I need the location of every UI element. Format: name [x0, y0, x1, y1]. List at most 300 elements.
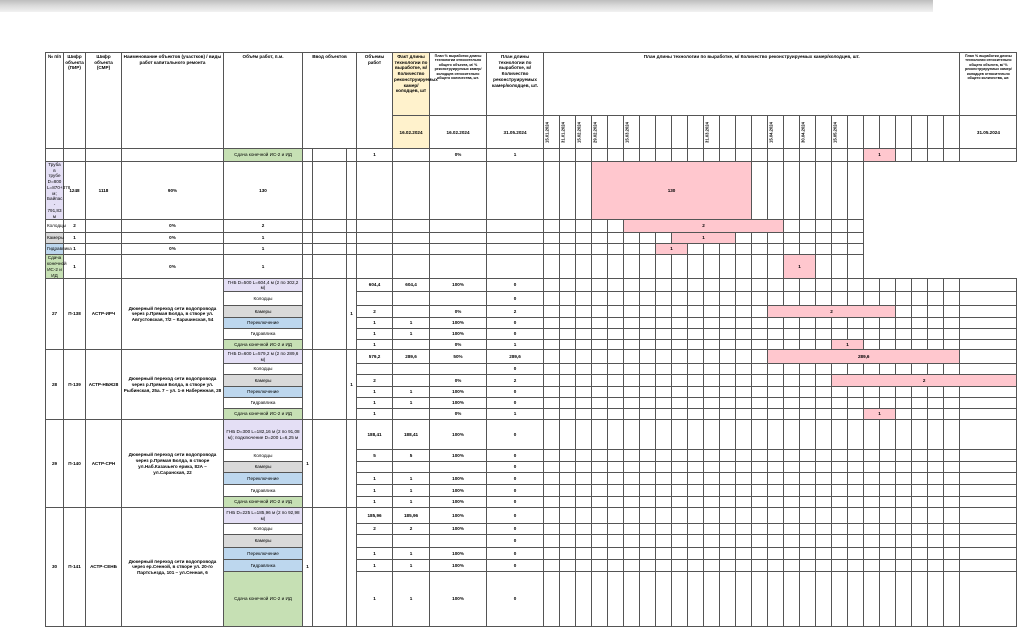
timeline-cell — [688, 572, 704, 627]
timeline-cell — [624, 233, 640, 244]
timeline-mark: 1 — [656, 244, 688, 255]
timeline-date-cell — [944, 116, 960, 149]
timeline-cell — [672, 497, 688, 508]
timeline-cell — [784, 375, 800, 387]
timeline-cell — [736, 149, 752, 162]
percent-cell: 100% — [430, 473, 487, 485]
table-row — [46, 420, 1017, 450]
percent-cell: 100% — [430, 497, 487, 508]
timeline-cell — [624, 409, 640, 420]
timeline-cell — [608, 292, 624, 306]
timeline-cell — [624, 560, 640, 572]
timeline-cell — [544, 375, 560, 387]
timeline-cell — [896, 340, 912, 350]
timeline-cell — [864, 329, 880, 340]
window-top-bar — [0, 0, 933, 12]
timeline-cell — [832, 387, 848, 398]
timeline-date-label: 15.05.2024 — [832, 121, 838, 143]
timeline-cell — [656, 364, 672, 375]
timeline-cell — [656, 450, 672, 462]
timeline-cell — [672, 524, 688, 535]
timeline-cell — [736, 306, 752, 318]
percent-cell: 50% — [430, 350, 487, 364]
plan-cell: 2 — [487, 375, 544, 387]
timeline-cell — [784, 420, 800, 450]
timeline-cell — [347, 220, 357, 233]
timeline-cell — [928, 462, 944, 473]
timeline-cell — [560, 409, 576, 420]
timeline-cell — [816, 244, 832, 255]
header-plan-date: 31.05.2024 — [487, 116, 544, 149]
timeline-date-cell — [800, 116, 816, 149]
timeline-cell — [393, 244, 430, 255]
timeline-cell — [880, 485, 896, 497]
fact-cell: 1 — [393, 572, 430, 627]
timeline-cell — [720, 364, 736, 375]
timeline-cell — [832, 318, 848, 329]
timeline-cell — [704, 572, 720, 627]
fact-cell — [86, 233, 122, 244]
timeline-cell — [560, 162, 576, 220]
timeline-cell — [704, 279, 720, 292]
timeline-cell — [720, 244, 736, 255]
timeline-cell — [544, 329, 560, 340]
timeline-cell — [303, 255, 313, 279]
timeline-cell — [768, 387, 784, 398]
timeline-cell — [880, 462, 896, 473]
plan-cell: 0 — [487, 473, 544, 485]
percent-cell: 0% — [122, 220, 224, 233]
timeline-cell — [672, 462, 688, 473]
timeline-cell — [688, 375, 704, 387]
timeline-cell — [768, 450, 784, 462]
percent-cell: 0% — [430, 409, 487, 420]
timeline-cell — [688, 387, 704, 398]
timeline-cell — [848, 535, 864, 548]
timeline-cell — [544, 340, 560, 350]
timeline-cell — [624, 572, 640, 627]
timeline-cell — [912, 462, 928, 473]
timeline-cell — [880, 420, 896, 450]
timeline-date-cell — [544, 116, 560, 149]
timeline-cell — [768, 572, 784, 627]
timeline-cell — [688, 149, 704, 162]
timeline-cell — [848, 485, 864, 497]
plan-pct2-cell — [960, 340, 1017, 350]
percent-cell: 0% — [430, 340, 487, 350]
input-cell — [303, 149, 313, 162]
timeline-cell — [720, 409, 736, 420]
work-item-label: ГНБ D=500 L=604,4 м (2 по 302,2 м) — [224, 279, 303, 292]
timeline-cell — [430, 220, 487, 233]
timeline-cell — [832, 508, 848, 524]
volume-cell: 1 — [64, 255, 86, 279]
fact-cell: 2 — [393, 524, 430, 535]
timeline-cell — [544, 420, 560, 450]
timeline-cell — [944, 462, 960, 473]
timeline-cell — [624, 375, 640, 387]
timeline-cell — [704, 548, 720, 560]
percent-cell: 0% — [430, 375, 487, 387]
work-item-label: Камеры — [46, 233, 64, 244]
timeline-cell — [640, 485, 656, 497]
object-name: Дюкерный переход сети водопровода через ер.Сенной, в створе ул. 20-го Партсъезда, 101 – ул.Сенная, 6 — [122, 508, 224, 627]
timeline-cell — [576, 306, 592, 318]
timeline-cell — [592, 244, 608, 255]
work-item-label: Камеры — [224, 462, 303, 473]
plan-cell: 1 — [224, 244, 303, 255]
timeline-cell — [688, 318, 704, 329]
timeline-cell — [576, 450, 592, 462]
timeline-cell — [752, 149, 768, 162]
timeline-cell — [672, 306, 688, 318]
timeline-cell — [576, 162, 592, 220]
timeline-cell — [736, 535, 752, 548]
header-num: № п/п — [46, 53, 64, 149]
timeline-cell — [912, 473, 928, 485]
timeline-cell — [768, 162, 784, 220]
timeline-cell — [944, 318, 960, 329]
timeline-cell — [672, 340, 688, 350]
empty-cell — [46, 149, 64, 162]
work-item-label: Переключение — [224, 473, 303, 485]
timeline-cell — [592, 350, 608, 364]
volume-cell: 1 — [357, 473, 393, 485]
timeline-cell — [752, 162, 768, 220]
fact-cell: 5 — [393, 450, 430, 462]
timeline-cell — [560, 244, 576, 255]
timeline-cell — [832, 572, 848, 627]
timeline-date-cell — [624, 116, 640, 149]
timeline-cell — [752, 329, 768, 340]
object-code-pir: П-138 — [64, 279, 86, 350]
timeline-cell — [752, 233, 768, 244]
timeline-date-label: 15.02.2024 — [576, 121, 582, 143]
timeline-date-cell — [592, 116, 608, 149]
timeline-cell — [560, 560, 576, 572]
header-scope: Объём работ, п.м. — [224, 53, 303, 149]
volume-cell: 2 — [64, 220, 86, 233]
timeline-cell — [816, 535, 832, 548]
timeline-cell — [640, 149, 656, 162]
timeline-cell — [544, 350, 560, 364]
timeline-cell — [736, 548, 752, 560]
timeline-date-cell — [656, 116, 672, 149]
plan-pct2-cell — [848, 233, 864, 244]
timeline-cell — [688, 535, 704, 548]
timeline-cell — [736, 473, 752, 485]
timeline-cell — [720, 387, 736, 398]
timeline-cell — [313, 220, 347, 233]
timeline-cell — [672, 535, 688, 548]
timeline-cell — [720, 508, 736, 524]
timeline-cell — [640, 572, 656, 627]
timeline-cell — [944, 524, 960, 535]
timeline-cell — [704, 364, 720, 375]
timeline-cell — [704, 409, 720, 420]
timeline-cell — [944, 149, 960, 162]
timeline-cell — [832, 292, 848, 306]
timeline-cell — [624, 255, 640, 279]
timeline-cell — [672, 279, 688, 292]
table-row — [46, 233, 1017, 244]
percent-cell: 100% — [430, 560, 487, 572]
fact-cell — [393, 149, 430, 162]
timeline-cell — [608, 508, 624, 524]
timeline-cell — [347, 233, 357, 244]
timeline-cell — [848, 420, 864, 450]
timeline-cell — [896, 420, 912, 450]
percent-cell — [430, 292, 487, 306]
timeline-cell — [928, 473, 944, 485]
timeline-cell — [576, 329, 592, 340]
plan-cell: 0 — [487, 485, 544, 497]
timeline-date-cell — [688, 116, 704, 149]
volume-cell — [357, 462, 393, 473]
timeline-cell — [848, 364, 864, 375]
timeline-cell — [576, 255, 592, 279]
timeline-cell — [736, 364, 752, 375]
timeline-cell — [736, 233, 752, 244]
timeline-cell — [592, 292, 608, 306]
timeline-cell — [832, 409, 848, 420]
timeline-cell — [800, 375, 816, 387]
timeline-date-label: 31.03.2024 — [704, 121, 710, 143]
timeline-cell — [736, 497, 752, 508]
timeline-cell — [880, 387, 896, 398]
fact-cell — [393, 462, 430, 473]
timeline-cell — [848, 329, 864, 340]
timeline-cell — [912, 149, 928, 162]
timeline-cell — [912, 524, 928, 535]
timeline-cell — [736, 244, 752, 255]
plan-pct2-cell — [960, 485, 1017, 497]
header-code-smr: Шифр объекта (СМР) — [86, 53, 122, 149]
timeline-cell — [704, 497, 720, 508]
timeline-cell — [640, 473, 656, 485]
timeline-cell — [816, 220, 832, 233]
fact-cell: 1 — [393, 497, 430, 508]
timeline-cell — [832, 162, 848, 220]
timeline-cell — [624, 508, 640, 524]
timeline-mark: 2 — [624, 220, 784, 233]
fact-cell — [86, 244, 122, 255]
plan-pct2-cell — [960, 318, 1017, 329]
timeline-cell — [816, 560, 832, 572]
work-item-label: Труба в трубе D=800 L=870+378 м; Байпас - 791,83 м — [47, 162, 71, 219]
empty-cell — [64, 149, 86, 162]
timeline-cell — [640, 340, 656, 350]
plan-cell: 0 — [487, 535, 544, 548]
timeline-cell — [592, 560, 608, 572]
work-item-label: Гидравлика — [224, 398, 303, 409]
timeline-cell — [640, 279, 656, 292]
timeline-cell — [560, 149, 576, 162]
volume-cell: 604,4 — [357, 279, 393, 292]
timeline-cell — [752, 508, 768, 524]
timeline-cell — [896, 572, 912, 627]
timeline-cell — [487, 244, 544, 255]
timeline-cell — [608, 524, 624, 535]
timeline-cell — [608, 350, 624, 364]
timeline-cell — [640, 508, 656, 524]
timeline-cell — [656, 420, 672, 450]
timeline-cell — [303, 162, 313, 220]
plan-cell: 0 — [487, 508, 544, 524]
work-item-label: ГНБ D=225 L=185,96 м (2 по 92,98 м) — [224, 508, 303, 524]
percent-cell: 90% — [122, 162, 224, 220]
plan-pct2-cell — [960, 524, 1017, 535]
timeline-cell — [720, 572, 736, 627]
timeline-cell — [487, 233, 544, 244]
header-plan-pct: План % выработки длины технологии относительно общего объекта, м/ % реконструируемых камер/колодцев относительно общего количества, шт. — [430, 53, 487, 116]
timeline-cell — [928, 149, 944, 162]
timeline-cell — [672, 485, 688, 497]
percent-cell: 100% — [430, 318, 487, 329]
volume-cell — [357, 292, 393, 306]
fact-cell: 188,41 — [393, 420, 430, 450]
timeline-cell — [816, 524, 832, 535]
timeline-cell — [576, 340, 592, 350]
timeline-cell — [800, 535, 816, 548]
timeline-cell — [704, 398, 720, 409]
object-code-smr: АСТР-СРН — [86, 420, 122, 508]
timeline-cell — [784, 485, 800, 497]
timeline-cell — [608, 318, 624, 329]
timeline-cell — [784, 497, 800, 508]
timeline-cell — [608, 560, 624, 572]
timeline-cell — [784, 340, 800, 350]
fact-cell — [393, 306, 430, 318]
timeline-cell — [880, 318, 896, 329]
timeline-cell — [640, 318, 656, 329]
timeline-cell — [864, 318, 880, 329]
timeline-cell — [800, 473, 816, 485]
volume-cell — [357, 535, 393, 548]
timeline-cell — [672, 292, 688, 306]
fact-cell: 1 — [393, 318, 430, 329]
timeline-cell — [576, 462, 592, 473]
plan-pct2-cell — [960, 292, 1017, 306]
timeline-cell — [624, 473, 640, 485]
timeline-cell — [656, 508, 672, 524]
timeline-cell — [832, 220, 848, 233]
timeline-cell — [672, 387, 688, 398]
timeline-cell — [576, 387, 592, 398]
timeline-cell — [752, 318, 768, 329]
timeline-date-cell — [704, 116, 720, 149]
timeline-cell — [640, 255, 656, 279]
timeline-cell — [784, 292, 800, 306]
timeline-cell — [880, 364, 896, 375]
percent-cell: 100% — [430, 420, 487, 450]
timeline-cell — [928, 279, 944, 292]
table-row — [46, 255, 1017, 279]
volume-cell: 1 — [357, 398, 393, 409]
header-plan-group: План длины технологии по выработке, м/ Количество реконструируемых камер/колодцев, шт. — [544, 53, 960, 116]
timeline-cell — [560, 508, 576, 524]
timeline-cell — [560, 255, 576, 279]
timeline-cell — [624, 548, 640, 560]
volume-cell: 2 — [357, 306, 393, 318]
percent-cell: 100% — [430, 548, 487, 560]
volume-cell: 5 — [357, 450, 393, 462]
timeline-cell — [688, 279, 704, 292]
timeline-cell — [752, 279, 768, 292]
timeline-cell — [487, 220, 544, 233]
timeline-cell — [848, 548, 864, 560]
timeline-cell — [720, 279, 736, 292]
timeline-cell — [704, 244, 720, 255]
timeline-cell — [768, 524, 784, 535]
fact-cell: 1 — [393, 387, 430, 398]
timeline-cell — [608, 149, 624, 162]
timeline-cell — [487, 162, 544, 220]
timeline-cell — [592, 420, 608, 450]
timeline-cell — [928, 450, 944, 462]
timeline-cell — [592, 508, 608, 524]
timeline-date-cell — [672, 116, 688, 149]
volume-cell: 1 — [357, 409, 393, 420]
timeline-cell — [784, 462, 800, 473]
timeline-date-label: 30.04.2024 — [800, 121, 806, 143]
timeline-cell — [912, 279, 928, 292]
timeline-cell — [800, 560, 816, 572]
timeline-mark: 1 — [864, 149, 896, 162]
timeline-cell — [544, 318, 560, 329]
timeline-cell — [430, 244, 487, 255]
timeline-cell — [576, 375, 592, 387]
timeline-cell — [592, 375, 608, 387]
timeline-cell — [752, 535, 768, 548]
timeline-cell — [928, 292, 944, 306]
timeline-cell — [487, 255, 544, 279]
timeline-cell — [944, 306, 960, 318]
timeline-cell — [640, 398, 656, 409]
timeline-cell — [864, 279, 880, 292]
object-code-pir: П-141 — [64, 508, 86, 627]
timeline-cell — [768, 548, 784, 560]
timeline-cell — [592, 340, 608, 350]
timeline-mark: 1 — [864, 409, 896, 420]
timeline-cell — [864, 497, 880, 508]
timeline-cell — [430, 162, 487, 220]
timeline-cell — [720, 306, 736, 318]
timeline-cell — [928, 485, 944, 497]
timeline-date-cell — [720, 116, 736, 149]
timeline-cell — [816, 387, 832, 398]
timeline-cell — [656, 329, 672, 340]
timeline-cell — [592, 387, 608, 398]
timeline-date-label: 29.02.2024 — [592, 121, 598, 143]
timeline-cell — [912, 387, 928, 398]
timeline-cell — [656, 149, 672, 162]
plan-pct2-cell — [960, 279, 1017, 292]
timeline-cell — [912, 572, 928, 627]
timeline-cell — [944, 450, 960, 462]
timeline-cell — [752, 420, 768, 450]
timeline-cell — [704, 318, 720, 329]
work-item-label: Переключение — [224, 387, 303, 398]
timeline-cell — [800, 485, 816, 497]
timeline-cell — [544, 387, 560, 398]
timeline-cell — [944, 420, 960, 450]
plan-cell: 0 — [487, 279, 544, 292]
timeline-mark: 2 — [832, 375, 1017, 387]
timeline-cell — [688, 244, 704, 255]
timeline-date-cell — [608, 116, 624, 149]
timeline-cell — [624, 244, 640, 255]
